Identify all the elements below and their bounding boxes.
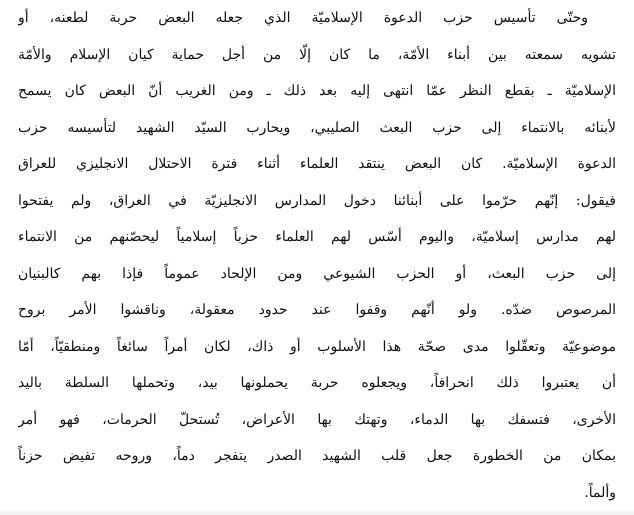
text-line-11: أن يعتبروا ذلك انحرافاً، ويجعلوه حربة يحملونها بيد، وتحملها السلطة باليد [18,375,616,391]
text-line-2: تشويه سمعته بين أبناء الأمّة، ما كان إلّا من أجل حماية كيان الإسلام والأمّة [18,46,616,63]
text-line-9: المرصوص ضدّه. ولو أنّهم وقفوا عند حدود معقولة، وناقشوا الأمر بروح [18,302,616,318]
text-line-10: موضوعيّة وتعقّلوا مدى صحّة هذا الأسلوب أو ذاك، لكان أمراً سائغاً ومنطقيّاً، أمّا [18,338,616,355]
text-line-1: وحتّى تأسيس حزب الدعوة الإسلاميّة الذي جعله البعض حربة لطعنه، أو [18,10,588,26]
text-line-12: الأخرى، فتسفك بها الدماء، وتهتك بها الأعراض، تُستحلّ الحرمات، فهو أمر [18,411,616,428]
text-line-7: لهم مدارس إسلاميّة، واليوم أسّس لهم العلماء حزباً إسلامياً ليحصّنهم من الانتماء [18,229,616,245]
paragraph [18,0,616,511]
text-line-14: وألماً. [584,484,616,501]
text-line-6: فيقول: إنّهم حرّموا على أبنائنا دخول المدارس الانجليزيّة في العراق، ولم يفتحوا [18,192,616,209]
text-line-3: الإسلاميّة ـ بقطع النظر عمّا انتهى إليه بعد ذلك ـ ومن الغريب أنّ البعض كان يسمح [18,83,616,99]
text-line-5: الدعوة الإسلاميّة. كان البعض ينتقد العلماء أثناء فترة الاحتلال الانجليزي للعراق [18,156,616,172]
text-line-4: لأبنائه بالانتماء إلى حزب البعث الصليبي، ويحارب السيّد الشهيد لتأسيسه حزب [18,119,616,136]
text-line-13: بمكان من الخطورة جعل قلب الشهيد الصدر يتفجر دماً، وروحه تفيض حزناً [18,448,616,464]
page-bottom-edge [0,509,634,515]
text-line-8: إلى حزب البعث، أو الحزب الشيوعي ومن الإلحاد عموماً فإذا بهم كالبنيان [18,265,616,282]
